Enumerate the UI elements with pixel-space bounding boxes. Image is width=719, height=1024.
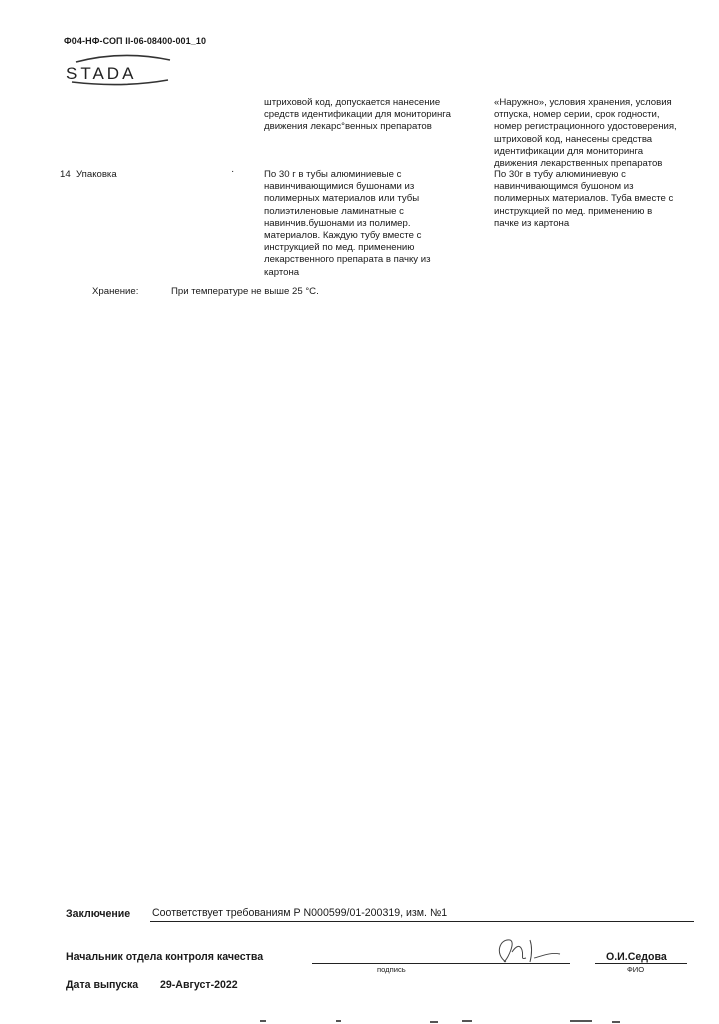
stada-logo	[66, 52, 178, 86]
handwritten-signature	[486, 932, 566, 968]
name-underline	[595, 963, 687, 964]
conclusion-value: Соответствует требованиям Р N000599/01-200319, изм. №1	[152, 907, 448, 919]
conclusion-label: Заключение	[66, 908, 131, 920]
storage-label: Хранение:	[92, 286, 139, 297]
signatory-name: О.И.Седова	[606, 951, 667, 963]
head-of-qc-label: Начальник отдела контроля качества	[66, 951, 264, 963]
issue-date-value: 29-Август-2022	[160, 979, 238, 991]
name-caption: ФИО	[627, 965, 645, 974]
prev-row-spec-text: штриховой код, допускается нанесение средств идентификации для мониторинга движения лекарс°венных препаратов	[264, 97, 451, 133]
row-marker: ·	[231, 166, 235, 177]
signature-caption: подпись	[377, 965, 406, 974]
document-code: Ф04-НФ-СОП II-06-08400-001_10	[64, 36, 207, 46]
issue-date-label: Дата выпуска	[66, 979, 139, 991]
conclusion-underline	[150, 921, 694, 922]
row-label-packaging: Упаковка	[76, 169, 117, 180]
logo-text: STADA	[66, 64, 137, 83]
storage-value: При температуре не выше 25 °С.	[171, 286, 319, 297]
prev-row-actual-text: «Наружно», условия хранения, условия отпуска, номер серии, срок годности, номер регистрационного удостоверения, штриховой код, нанесены средства идентификации для мониторинга движения лекарственных препаратов	[494, 97, 677, 170]
packaging-actual-text: По 30г в тубу алюминиевую с навинчивающимся бушоном из полимерных материалов. Туба вместе с инструкцией по мед. применению в пачке из картона	[494, 169, 674, 229]
row-number: 14	[60, 169, 71, 180]
packaging-spec-text: По 30 г в тубы алюминиевые с навинчивающимися бушонами из полимерных материалов или тубы полиэтиленовые ламинатные с навинчив.бушонами из полимер. материалов. Каждую тубу вместе с инструкцией по мед. применению лекарственного препарата в пачку из картона	[264, 169, 431, 278]
scan-edge-marks	[240, 1018, 660, 1024]
